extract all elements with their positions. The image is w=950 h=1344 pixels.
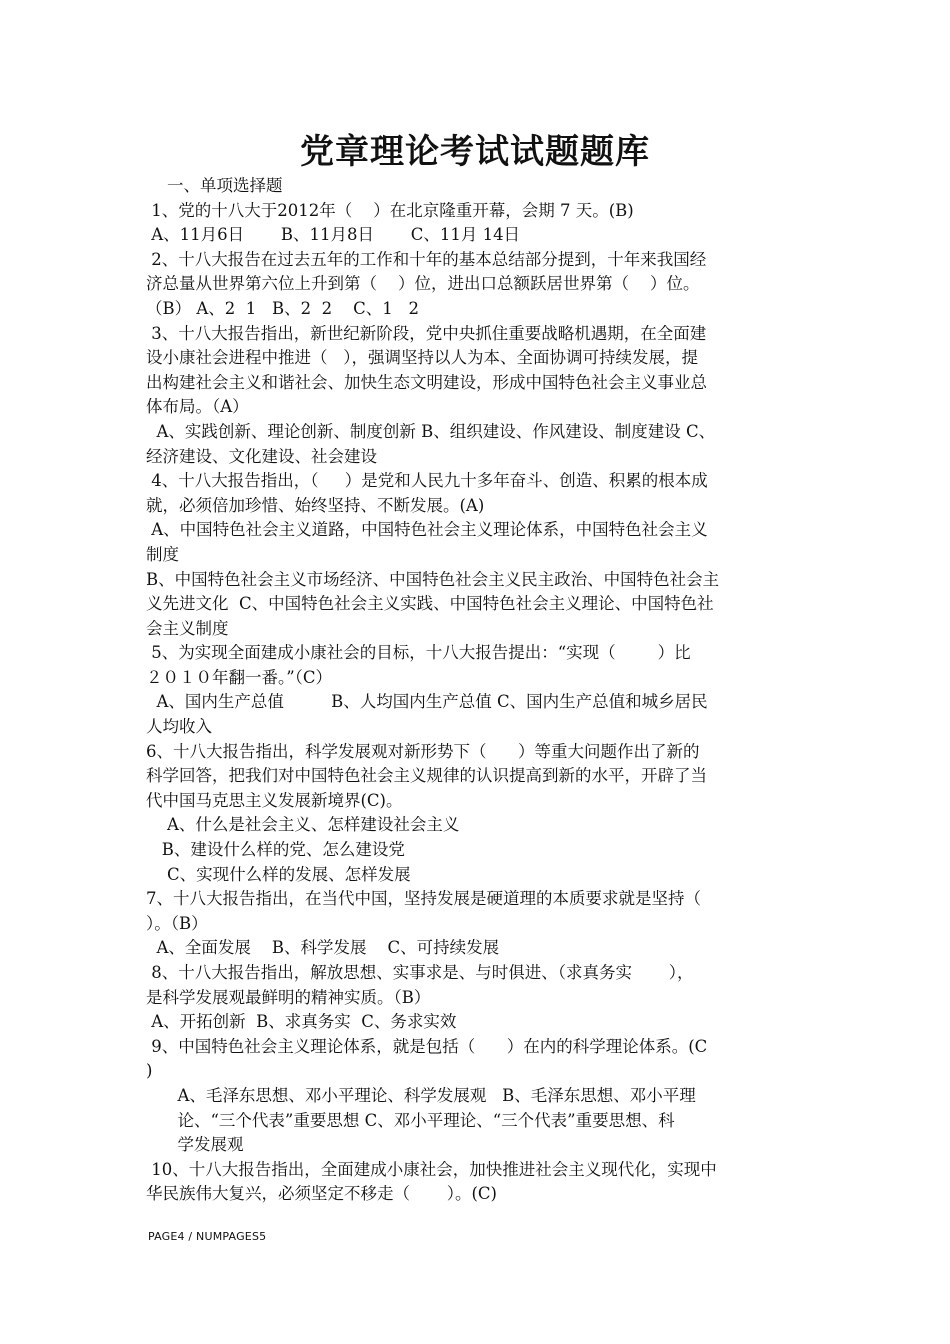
document-line: 7、十八大报告指出，在当代中国，坚持发展是硬道理的本质要求就是坚持（ (146, 889, 701, 909)
document-line: A、11月6日 B、11月8日 C、11月 14日 (146, 225, 521, 245)
document-line: 是科学发展观最鲜明的精神实质。（B） (146, 987, 431, 1007)
document-line: A、全面发展 B、科学发展 C、可持续发展 (146, 938, 500, 958)
document-line: 科学回答，把我们对中国特色社会主义规律的认识提高到新的水平，开辟了当 (146, 766, 707, 786)
document-line: 义先进文化 C、中国特色社会主义实践、中国特色社会主义理论、中国特色社 (146, 594, 714, 614)
document-line: A、中国特色社会主义道路，中国特色社会主义理论体系，中国特色社会主义 (146, 520, 708, 540)
document-line: 6、十八大报告指出，科学发展观对新形势下（ ）等重大问题作出了新的 (146, 741, 700, 761)
document-line: ) (146, 1061, 153, 1081)
document-line: 经济建设、文化建设、社会建设 (146, 446, 377, 466)
document-line: A、什么是社会主义、怎样建设社会主义 (146, 815, 460, 835)
page-footer: PAGE4 / NUMPAGES5 (148, 1230, 267, 1243)
document-line: A、国内生产总值 B、人均国内生产总值 C、国内生产总值和城乡居民 (146, 692, 708, 712)
document-line: 4、十八大报告指出，（ ）是党和人民九十多年奋斗、创造、积累的根本成 (146, 471, 708, 491)
document-line: 出构建社会主义和谐社会、加快生态文明建设，形成中国特色社会主义事业总 (146, 372, 707, 392)
document-line: 1、党的十八大于2012年（ ）在北京隆重开幕，会期 7 天。(B) (146, 200, 634, 220)
document-line: 制度 (146, 544, 179, 564)
document-line: A、实践创新、理论创新、制度创新 B、组织建设、作风建设、制度建设 C、 (146, 421, 716, 441)
document-line: 设小康社会进程中推进（ ），强调坚持以人为本、全面协调可持续发展，提 (146, 348, 698, 368)
document-line: 体布局。（A） (146, 397, 249, 417)
document-line: 华民族伟大复兴，必须坚定不移走（ ）。(C) (146, 1184, 497, 1204)
document-line: ２０１０年翻一番。”（C） (146, 667, 333, 687)
document-line: 会主义制度 (146, 618, 229, 638)
document-line: （B） A、2 1 B、2 2 C、1 2 (146, 298, 419, 318)
document-line: 就，必须倍加珍惜、始终坚持、不断发展。(A) (146, 495, 485, 515)
document-line: B、中国特色社会主义市场经济、中国特色社会主义民主政治、中国特色社会主 (146, 569, 720, 589)
document-line: B、建设什么样的党、怎么建设党 (146, 840, 405, 860)
document-line: A、毛泽东思想、邓小平理论、科学发展观 B、毛泽东思想、邓小平理 (146, 1085, 696, 1105)
document-line: 3、十八大报告指出，新世纪新阶段，党中央抓住重要战略机遇期，在全面建 (146, 323, 707, 343)
document-line: 代中国马克思主义发展新境界(C)。 (146, 790, 403, 810)
document-line: 论、“三个代表”重要思想 C、邓小平理论、“三个代表”重要思想、科 (146, 1110, 675, 1130)
document-line: ）。（B） (146, 913, 208, 933)
document-line: 学发展观 (146, 1135, 244, 1155)
document-line: 济总量从世界第六位上升到第（ ）位，进出口总额跃居世界第（ ）位。 (146, 274, 700, 294)
document-line: C、实现什么样的发展、怎样发展 (146, 864, 411, 884)
document-line: 9、中国特色社会主义理论体系，就是包括（ ）在内的科学理论体系。(C (146, 1036, 708, 1056)
document-line: A、开拓创新 B、求真务实 C、务求实效 (146, 1012, 457, 1032)
document-line: 10、十八大报告指出，全面建成小康社会，加快推进社会主义现代化，实现中 (146, 1159, 717, 1179)
document-line: 8、十八大报告指出，解放思想、实事求是、与时俱进、（求真务实 ）， (146, 963, 694, 982)
document-title: 党章理论考试试题题库 (300, 132, 650, 172)
document-line: 人均收入 (146, 717, 212, 737)
document-line: 2、十八大报告在过去五年的工作和十年的基本总结部分提到，十年来我国经 (146, 249, 707, 269)
document-body (146, 174, 810, 1207)
document-line: 一、单项选择题 (146, 176, 283, 195)
document-line: 5、为实现全面建成小康社会的目标，十八大报告提出：“实现（ ）比 (146, 643, 691, 663)
